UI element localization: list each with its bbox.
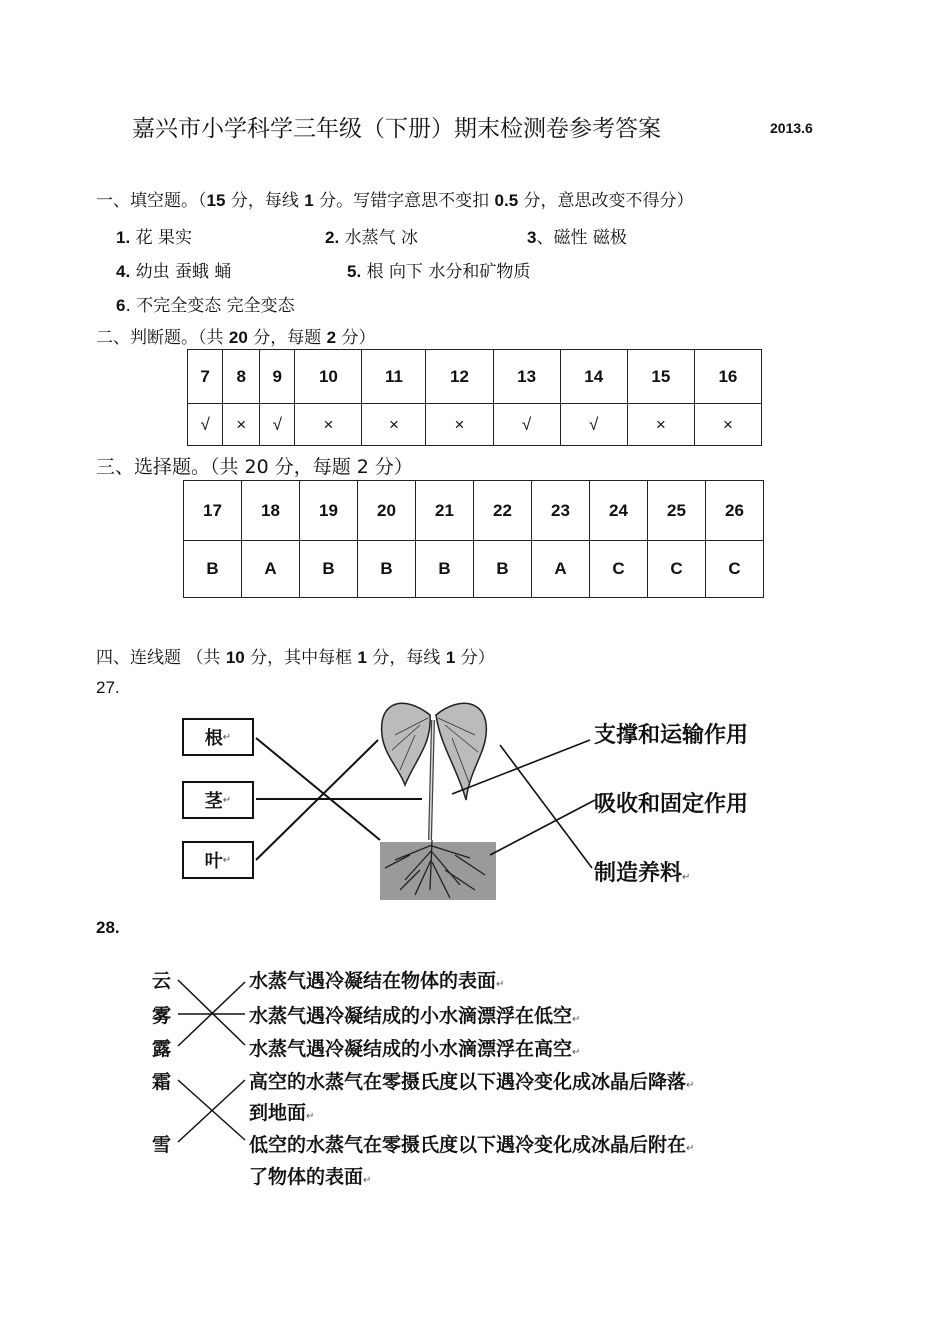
choice-num: 26 [706, 481, 764, 541]
choice-num: 25 [648, 481, 706, 541]
choice-table [183, 480, 764, 598]
judgment-num: 14 [560, 350, 627, 404]
answer-5: 5. 根 向下 水分和矿物质 [347, 262, 531, 282]
judgment-answer: √ [188, 404, 223, 446]
choice-num: 24 [590, 481, 648, 541]
judgment-num: 7 [188, 350, 223, 404]
judgment-num: 13 [493, 350, 560, 404]
judgment-answers-row [188, 404, 762, 446]
judgment-num: 8 [223, 350, 260, 404]
choice-num: 21 [416, 481, 474, 541]
choice-answer: C [590, 541, 648, 598]
judgment-num: 16 [694, 350, 761, 404]
q28-term-snow: 雪 [152, 1134, 172, 1156]
choice-answer: B [474, 541, 532, 598]
judgment-answer: × [426, 404, 493, 446]
choice-answer: A [242, 541, 300, 598]
q27-function-support: 支撑和运输作用 [594, 723, 749, 748]
judgment-num: 11 [362, 350, 426, 404]
left-leaf [382, 703, 431, 785]
choice-num: 23 [532, 481, 590, 541]
choice-answer: C [706, 541, 764, 598]
q27-function-absorb: 吸收和固定作用 [594, 792, 749, 817]
q28-desc-2: 水蒸气遇冷凝结成的小水滴漂浮在低空↵ [249, 1005, 581, 1027]
judgment-num: 12 [426, 350, 493, 404]
judgment-answer: × [223, 404, 260, 446]
choice-answer: A [532, 541, 590, 598]
right-leaf [436, 703, 486, 800]
judgment-answer: √ [560, 404, 627, 446]
q28-term-dew: 露 [152, 1038, 172, 1060]
q27-part-stem: 茎 ↵ [182, 781, 254, 819]
section1-heading: 一、填空题。（15 分，每线 1 分。写错字意思不变扣 0.5 分，意思改变不得分） [96, 191, 694, 211]
q27-part-leaf: 叶 ↵ [182, 841, 254, 879]
answer-6: 6. 不完全变态 完全变态 [116, 296, 295, 316]
q28-term-fog: 雾 [152, 1005, 172, 1027]
choice-answer: C [648, 541, 706, 598]
q27-function-nutrient: 制造养料↵ [594, 861, 691, 886]
q28-term-frost: 霜 [152, 1071, 172, 1093]
choice-num: 22 [474, 481, 532, 541]
choice-num: 17 [184, 481, 242, 541]
page-title: 嘉兴市小学科学三年级（下册）期末检测卷参考答案 [132, 116, 661, 142]
judgment-answer: × [295, 404, 362, 446]
answer-1: 1. 花 果实 [116, 228, 192, 248]
q28-desc-1: 水蒸气遇冷凝结在物体的表面↵ [249, 970, 505, 992]
q27-diagram [0, 690, 950, 910]
choice-answer: B [416, 541, 474, 598]
choice-num: 19 [300, 481, 358, 541]
answer-3: 3、磁性 磁极 [527, 228, 627, 248]
choice-num: 18 [242, 481, 300, 541]
q28-label: 28. [96, 918, 120, 937]
exam-date: 2013.6 [770, 120, 813, 136]
q28-desc-5: 低空的水蒸气在零摄氏度以下遇冷变化成冰晶后附在↵ [249, 1134, 695, 1156]
judgment-num: 10 [295, 350, 362, 404]
choice-answer: B [358, 541, 416, 598]
choice-answer: B [184, 541, 242, 598]
q28-term-cloud: 云 [152, 970, 172, 992]
judgment-numbers-row [188, 350, 762, 404]
judgment-answer: √ [493, 404, 560, 446]
section2-heading: 二、判断题。（共 20 分，每题 2 分） [96, 328, 376, 348]
q28-desc-5-cont: 了物体的表面↵ [249, 1166, 372, 1188]
section3-heading: 三、选择题。（共 20 分，每题 2 分） [96, 456, 413, 478]
q27-label: 27. [96, 678, 120, 697]
q28-desc-4-cont: 到地面↵ [249, 1102, 315, 1124]
answer-4: 4. 幼虫 蚕蛾 蛹 [116, 262, 232, 282]
q28-desc-4: 高空的水蒸气在零摄氏度以下遇冷变化成冰晶后降落↵ [249, 1071, 695, 1093]
answer-2: 2. 水蒸气 冰 [325, 228, 418, 248]
section4-heading: 四、连线题 （共 10 分，其中每框 1 分，每线 1 分） [96, 648, 495, 668]
judgment-answer: × [627, 404, 694, 446]
judgment-answer: √ [260, 404, 295, 446]
judgment-answer: × [694, 404, 761, 446]
choice-answers-row [184, 541, 764, 598]
choice-numbers-row [184, 481, 764, 541]
judgment-table [187, 349, 762, 446]
q28-desc-3: 水蒸气遇冷凝结成的小水滴漂浮在高空↵ [249, 1038, 581, 1060]
choice-answer: B [300, 541, 358, 598]
judgment-answer: × [362, 404, 426, 446]
judgment-num: 15 [627, 350, 694, 404]
judgment-num: 9 [260, 350, 295, 404]
choice-num: 20 [358, 481, 416, 541]
q27-part-root: 根 ↵ [182, 718, 254, 756]
